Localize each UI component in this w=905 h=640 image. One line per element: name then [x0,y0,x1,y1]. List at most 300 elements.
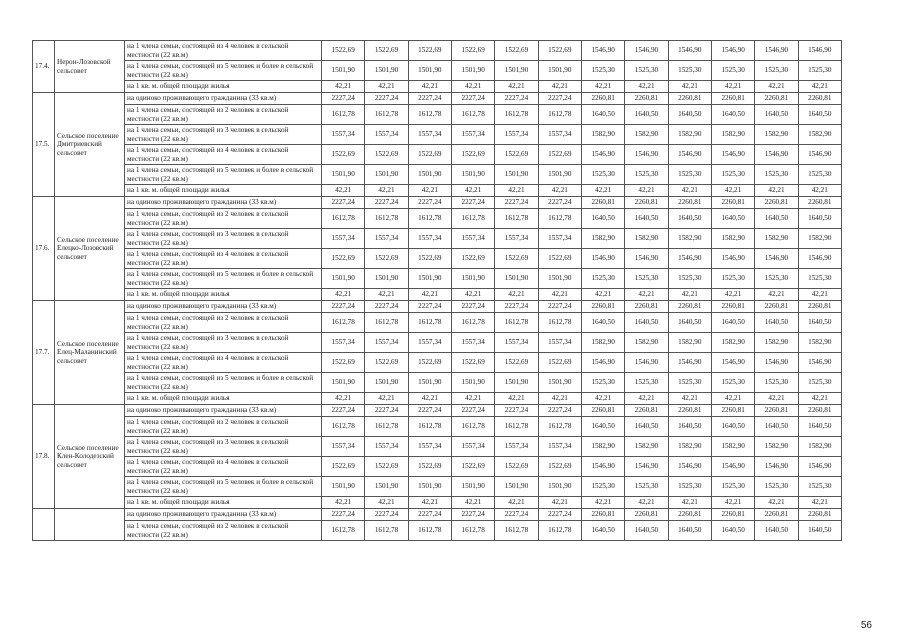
cost-value: 1582,90 [755,437,798,457]
cost-value: 2227,24 [538,93,581,105]
cost-value: 1525,30 [668,269,711,289]
cost-value: 2227,24 [495,93,538,105]
cost-value: 2260,81 [668,405,711,417]
cost-value: 42,21 [755,393,798,405]
cost-value: 42,21 [798,497,841,509]
cost-value: 1557,34 [322,333,365,353]
cost-value: 1525,30 [625,477,668,497]
cost-value: 2260,81 [711,93,754,105]
cost-value: 1525,30 [755,269,798,289]
table-row [33,165,842,185]
cost-value: 42,21 [365,497,408,509]
cost-value: 1525,30 [581,165,624,185]
norm-description: на одиноко проживающего гражданина (33 кв.м) [125,405,322,417]
cost-value: 2260,81 [668,93,711,105]
cost-value: 2260,81 [755,509,798,521]
cost-value: 1525,30 [625,165,668,185]
cost-value: 2227,24 [451,197,494,209]
table-row [33,269,842,289]
cost-value: 1612,78 [408,313,451,333]
cost-value: 42,21 [408,81,451,93]
cost-value: 1501,90 [451,373,494,393]
cost-value: 1501,90 [365,165,408,185]
cost-value: 1501,90 [451,477,494,497]
cost-value: 1640,50 [625,209,668,229]
cost-value: 2260,81 [668,197,711,209]
cost-value: 2260,81 [711,197,754,209]
cost-value: 1640,50 [668,521,711,541]
housing-cost-table [32,40,842,541]
cost-value: 2227,24 [365,509,408,521]
cost-value: 1557,34 [322,125,365,145]
table-row [33,417,842,437]
page-number: 56 [860,620,872,631]
norm-description: на 1 члена семьи, состоящей из 4 человек в сельской местности (22 кв.м) [125,457,322,477]
cost-value: 1522,69 [365,145,408,165]
norm-description: на одиноко проживающего гражданина (33 кв.м) [125,93,322,105]
item-number [33,509,55,541]
cost-value: 2227,24 [408,93,451,105]
table-row [33,289,842,301]
cost-value: 1612,78 [538,209,581,229]
cost-value: 1640,50 [581,105,624,125]
cost-value: 1557,34 [451,229,494,249]
cost-value: 1612,78 [408,209,451,229]
cost-value: 1557,34 [495,229,538,249]
norm-description: на 1 члена семьи, состоящей из 5 человек и более в сельской местности (22 кв.м) [125,477,322,497]
cost-value: 1557,34 [365,125,408,145]
cost-value: 1557,34 [408,333,451,353]
cost-value: 1557,34 [365,229,408,249]
cost-value: 1501,90 [451,269,494,289]
cost-value: 1546,90 [625,145,668,165]
cost-value: 1522,69 [495,457,538,477]
cost-value: 2260,81 [668,509,711,521]
cost-value: 1612,78 [451,521,494,541]
cost-value: 1612,78 [495,417,538,437]
cost-value: 2227,24 [538,509,581,521]
item-number: 17.4. [33,41,55,93]
cost-value: 1612,78 [538,521,581,541]
item-number: 17.5. [33,93,55,197]
cost-value: 1522,69 [538,41,581,61]
table-row [33,41,842,61]
cost-value: 1525,30 [668,373,711,393]
cost-value: 42,21 [755,497,798,509]
cost-value: 2227,24 [495,509,538,521]
cost-value: 42,21 [581,81,624,93]
cost-value: 1582,90 [625,125,668,145]
norm-description: на 1 кв. м. общей площади жилья [125,289,322,301]
cost-value: 1501,90 [538,373,581,393]
cost-value: 42,21 [581,497,624,509]
table-row [33,229,842,249]
norm-description: на одиноко проживающего гражданина (33 кв.м) [125,197,322,209]
settlement-name: Нерон-Лозовской сельсовет [55,41,125,93]
cost-value: 2260,81 [625,93,668,105]
cost-value: 1501,90 [451,165,494,185]
cost-value: 1640,50 [625,313,668,333]
cost-value: 42,21 [581,185,624,197]
cost-value: 42,21 [322,81,365,93]
cost-value: 1522,69 [495,249,538,269]
cost-value: 1640,50 [625,105,668,125]
table-row [33,81,842,93]
cost-value: 2227,24 [408,301,451,313]
norm-description: на 1 члена семьи, состоящей из 4 человек в сельской местности (22 кв.м) [125,249,322,269]
cost-value: 42,21 [365,393,408,405]
cost-value: 2260,81 [625,301,668,313]
cost-value: 1640,50 [581,521,624,541]
cost-value: 1612,78 [495,105,538,125]
item-number: 17.8. [33,405,55,509]
norm-description: на 1 члена семьи, состоящей из 2 человек в сельской местности (22 кв.м) [125,105,322,125]
cost-value: 1640,50 [755,105,798,125]
cost-value: 1640,50 [711,417,754,437]
cost-value: 1525,30 [711,269,754,289]
cost-value: 42,21 [495,185,538,197]
cost-value: 1582,90 [755,125,798,145]
cost-value: 1557,34 [495,125,538,145]
cost-value: 1501,90 [495,61,538,81]
cost-value: 42,21 [495,497,538,509]
cost-value: 1640,50 [581,209,624,229]
cost-value: 42,21 [365,289,408,301]
cost-value: 1522,69 [322,249,365,269]
norm-description: на 1 члена семьи, состоящей из 4 человек в сельской местности (22 кв.м) [125,145,322,165]
cost-value: 1612,78 [322,105,365,125]
cost-value: 1522,69 [538,457,581,477]
cost-value: 1640,50 [668,313,711,333]
cost-value: 1612,78 [538,417,581,437]
cost-value: 42,21 [755,185,798,197]
cost-value: 1522,69 [408,457,451,477]
cost-value: 1582,90 [798,437,841,457]
norm-description: на 1 члена семьи, состоящей из 5 человек и более в сельской местности (22 кв.м) [125,165,322,185]
cost-value: 42,21 [408,289,451,301]
cost-value: 1525,30 [625,61,668,81]
cost-value: 1501,90 [408,61,451,81]
settlement-name: Сельское поселение Дмитриевский сельсовет [55,93,125,197]
cost-value: 1501,90 [365,269,408,289]
cost-value: 42,21 [668,393,711,405]
cost-value: 1612,78 [322,209,365,229]
cost-value: 1640,50 [755,521,798,541]
cost-value: 2227,24 [538,405,581,417]
table-body [33,41,842,541]
cost-value: 42,21 [322,393,365,405]
cost-value: 2227,24 [365,93,408,105]
cost-value: 1525,30 [581,477,624,497]
settlement-name [55,509,125,541]
cost-value: 1582,90 [798,333,841,353]
cost-value: 1582,90 [711,437,754,457]
cost-value: 1582,90 [668,333,711,353]
cost-value: 1582,90 [668,125,711,145]
table-row [33,373,842,393]
cost-value: 1546,90 [625,41,668,61]
norm-description: на 1 кв. м. общей площади жилья [125,393,322,405]
cost-value: 1612,78 [495,521,538,541]
cost-value: 1501,90 [451,61,494,81]
cost-value: 1546,90 [711,41,754,61]
cost-value: 1525,30 [755,477,798,497]
cost-value: 2260,81 [711,405,754,417]
settlement-name: Сельское поселение Елец-Маланинский сельсовет [55,301,125,405]
cost-value: 1522,69 [538,249,581,269]
cost-value: 42,21 [538,393,581,405]
item-number: 17.7. [33,301,55,405]
cost-value: 1640,50 [711,209,754,229]
cost-value: 1546,90 [711,249,754,269]
cost-value: 1612,78 [451,105,494,125]
cost-value: 1546,90 [668,249,711,269]
cost-value: 1582,90 [625,437,668,457]
cost-value: 2227,24 [495,405,538,417]
cost-value: 1582,90 [581,229,624,249]
cost-value: 1612,78 [408,417,451,437]
cost-value: 1525,30 [581,269,624,289]
cost-value: 1557,34 [408,437,451,457]
cost-value: 1582,90 [581,437,624,457]
table-row [33,105,842,125]
cost-value: 42,21 [711,289,754,301]
cost-value: 1640,50 [798,521,841,541]
cost-value: 1501,90 [322,477,365,497]
cost-value: 42,21 [711,393,754,405]
norm-description: на 1 члена семьи, состоящей из 2 человек в сельской местности (22 кв.м) [125,417,322,437]
cost-value: 42,21 [798,185,841,197]
cost-value: 2227,24 [322,197,365,209]
table-row [33,393,842,405]
cost-value: 1525,30 [798,165,841,185]
cost-value: 2227,24 [322,509,365,521]
cost-value: 1522,69 [365,249,408,269]
cost-value: 2260,81 [798,93,841,105]
table-row [33,333,842,353]
cost-value: 1612,78 [365,521,408,541]
cost-value: 1546,90 [755,353,798,373]
cost-value: 1557,34 [365,437,408,457]
cost-value: 1546,90 [581,41,624,61]
cost-value: 1546,90 [668,41,711,61]
cost-value: 1557,34 [538,333,581,353]
cost-value: 2227,24 [495,301,538,313]
cost-value: 42,21 [625,393,668,405]
cost-value: 1546,90 [625,457,668,477]
cost-value: 42,21 [798,393,841,405]
cost-value: 42,21 [711,81,754,93]
cost-value: 1501,90 [322,373,365,393]
cost-value: 1501,90 [495,165,538,185]
norm-description: на 1 члена семьи, состоящей из 4 человек в сельской местности (22 кв.м) [125,41,322,61]
norm-description: на 1 члена семьи, состоящей из 5 человек и более в сельской местности (22 кв.м) [125,61,322,81]
cost-value: 1582,90 [581,333,624,353]
cost-value: 42,21 [495,81,538,93]
cost-value: 1501,90 [408,477,451,497]
norm-description: на 1 члена семьи, состоящей из 5 человек и более в сельской местности (22 кв.м) [125,373,322,393]
cost-value: 1525,30 [581,61,624,81]
cost-value: 1525,30 [711,61,754,81]
cost-value: 1525,30 [711,477,754,497]
cost-value: 1522,69 [408,353,451,373]
cost-value: 1640,50 [711,313,754,333]
cost-value: 2227,24 [365,197,408,209]
cost-value: 1522,69 [322,41,365,61]
cost-value: 1546,90 [755,249,798,269]
cost-value: 42,21 [538,497,581,509]
item-number: 17.6. [33,197,55,301]
cost-value: 42,21 [408,497,451,509]
cost-value: 1557,34 [495,333,538,353]
norm-description: на 1 члена семьи, состоящей из 3 человек в сельской местности (22 кв.м) [125,229,322,249]
cost-value: 1501,90 [538,269,581,289]
cost-value: 1522,69 [365,457,408,477]
cost-value: 2260,81 [798,509,841,521]
table-row [33,509,842,521]
cost-value: 1546,90 [581,353,624,373]
cost-value: 1525,30 [798,61,841,81]
cost-value: 1557,34 [322,437,365,457]
cost-value: 1546,90 [581,249,624,269]
cost-value: 1546,90 [711,353,754,373]
cost-value: 1522,69 [495,353,538,373]
cost-value: 1640,50 [755,313,798,333]
cost-value: 1525,30 [711,373,754,393]
cost-value: 1582,90 [755,229,798,249]
cost-value: 42,21 [451,393,494,405]
norm-description: на 1 члена семьи, состоящей из 4 человек в сельской местности (22 кв.м) [125,353,322,373]
cost-value: 42,21 [322,289,365,301]
cost-value: 1640,50 [755,417,798,437]
cost-value: 1612,78 [365,313,408,333]
cost-value: 42,21 [408,185,451,197]
cost-value: 1501,90 [408,373,451,393]
cost-value: 1640,50 [668,209,711,229]
cost-value: 1557,34 [322,229,365,249]
cost-value: 1640,50 [581,313,624,333]
cost-value: 1522,69 [408,41,451,61]
norm-description: на 1 члена семьи, состоящей из 2 человек в сельской местности (22 кв.м) [125,209,322,229]
table-row [33,61,842,81]
cost-value: 2227,24 [365,301,408,313]
cost-value: 1612,78 [365,105,408,125]
cost-value: 1612,78 [322,313,365,333]
cost-value: 1612,78 [322,521,365,541]
cost-value: 1612,78 [495,209,538,229]
cost-value: 1501,90 [365,373,408,393]
cost-value: 2260,81 [755,301,798,313]
cost-value: 1525,30 [668,61,711,81]
cost-value: 1640,50 [581,417,624,437]
cost-value: 1582,90 [625,333,668,353]
cost-value: 1557,34 [451,125,494,145]
cost-value: 1612,78 [451,417,494,437]
cost-value: 1501,90 [538,477,581,497]
settlement-name: Сельское поселение Елецко-Лозовский сельсовет [55,197,125,301]
cost-value: 42,21 [668,185,711,197]
cost-value: 1546,90 [755,41,798,61]
cost-value: 1501,90 [495,373,538,393]
cost-value: 42,21 [668,81,711,93]
cost-value: 1522,69 [408,249,451,269]
cost-value: 1612,78 [365,417,408,437]
norm-description: на 1 члена семьи, состоящей из 2 человек в сельской местности (22 кв.м) [125,313,322,333]
table-row [33,185,842,197]
cost-value: 42,21 [711,185,754,197]
norm-description: на 1 члена семьи, состоящей из 3 человек в сельской местности (22 кв.м) [125,437,322,457]
cost-value: 2227,24 [365,405,408,417]
cost-value: 1640,50 [668,417,711,437]
cost-value: 42,21 [451,185,494,197]
cost-value: 1522,69 [538,353,581,373]
cost-value: 1582,90 [625,229,668,249]
cost-value: 2227,24 [408,405,451,417]
cost-value: 1522,69 [451,353,494,373]
norm-description: на 1 члена семьи, состоящей из 3 человек в сельской местности (22 кв.м) [125,333,322,353]
cost-value: 1501,90 [322,269,365,289]
cost-value: 1522,69 [365,353,408,373]
cost-value: 1546,90 [625,353,668,373]
cost-value: 1546,90 [668,457,711,477]
cost-value: 1640,50 [755,209,798,229]
cost-value: 1525,30 [668,165,711,185]
cost-value: 1640,50 [625,417,668,437]
cost-value: 42,21 [322,497,365,509]
cost-value: 1501,90 [538,165,581,185]
cost-value: 2260,81 [581,93,624,105]
cost-value: 2260,81 [581,509,624,521]
cost-value: 42,21 [538,81,581,93]
cost-value: 1557,34 [495,437,538,457]
table-row [33,249,842,269]
table-row [33,209,842,229]
cost-value: 42,21 [755,289,798,301]
cost-value: 1546,90 [668,145,711,165]
cost-value: 1501,90 [538,61,581,81]
cost-value: 1546,90 [581,457,624,477]
cost-value: 1640,50 [711,105,754,125]
cost-value: 2227,24 [538,301,581,313]
cost-value: 42,21 [581,393,624,405]
cost-value: 1612,78 [408,105,451,125]
cost-value: 42,21 [538,289,581,301]
cost-value: 42,21 [451,497,494,509]
cost-value: 2260,81 [755,93,798,105]
norm-description: на одиноко проживающего гражданина (33 кв.м) [125,301,322,313]
cost-value: 1522,69 [451,41,494,61]
table-row [33,477,842,497]
cost-value: 1557,34 [365,333,408,353]
cost-value: 2227,24 [451,93,494,105]
cost-value: 1582,90 [668,437,711,457]
cost-value: 1557,34 [451,333,494,353]
cost-value: 1522,69 [408,145,451,165]
cost-value: 1546,90 [798,41,841,61]
cost-value: 1557,34 [408,125,451,145]
cost-value: 2227,24 [495,197,538,209]
cost-value: 1522,69 [538,145,581,165]
cost-value: 1557,34 [538,125,581,145]
table-row [33,197,842,209]
cost-value: 1522,69 [451,457,494,477]
cost-value: 1557,34 [538,229,581,249]
table-row [33,93,842,105]
cost-value: 1582,90 [798,229,841,249]
table-row [33,313,842,333]
cost-value: 1546,90 [755,145,798,165]
cost-value: 2260,81 [581,405,624,417]
